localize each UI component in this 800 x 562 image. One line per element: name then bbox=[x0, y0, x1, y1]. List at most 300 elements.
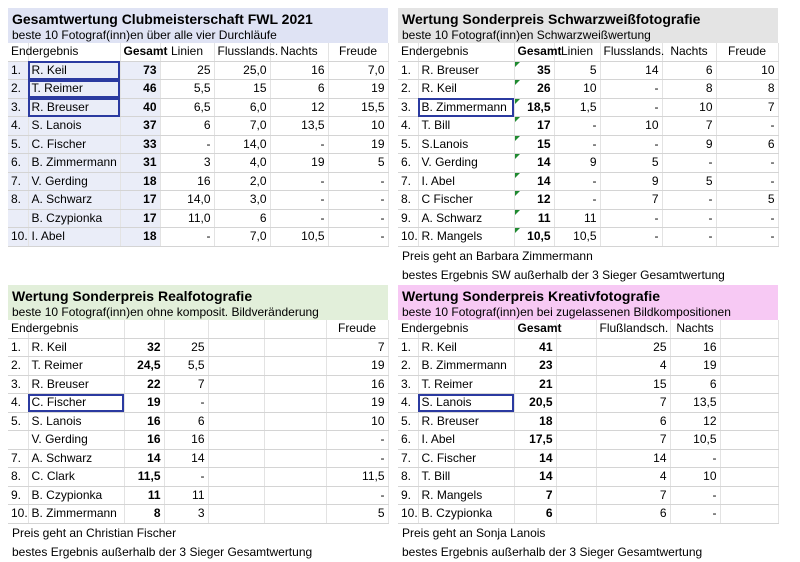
table-row bbox=[398, 431, 778, 450]
cell-lines: - bbox=[160, 228, 214, 247]
cell-total: 33 bbox=[120, 135, 160, 154]
cell-lines bbox=[556, 431, 596, 450]
cell-rank: 7. bbox=[8, 449, 28, 468]
cell-river: 10 bbox=[600, 117, 662, 136]
cell-night: 6 bbox=[670, 375, 720, 394]
panel-subtitle: beste 10 Fotograf(inn)en über alle vier Durchläufe bbox=[12, 28, 277, 42]
cell-lines: - bbox=[160, 135, 214, 154]
cell-total: 16 bbox=[124, 431, 164, 450]
cell-lines: 6 bbox=[164, 412, 208, 431]
cell-rank: 10. bbox=[398, 228, 418, 247]
cell-rank: 1. bbox=[8, 338, 28, 357]
cell-night: 12 bbox=[270, 98, 328, 117]
table-row bbox=[8, 505, 388, 524]
table-row bbox=[398, 468, 778, 487]
cell-night: - bbox=[662, 209, 716, 228]
cell-river bbox=[208, 449, 264, 468]
cell-night: - bbox=[270, 209, 328, 228]
table-row bbox=[398, 505, 778, 524]
cell-river: 15 bbox=[214, 80, 270, 99]
cell-total: 16 bbox=[124, 412, 164, 431]
cell-total: 17,5 bbox=[514, 431, 556, 450]
cell-name: B. Zimmermann bbox=[418, 98, 514, 117]
cell-lines: 5,5 bbox=[164, 357, 208, 376]
cell-night: - bbox=[670, 505, 720, 524]
table-row bbox=[8, 375, 388, 394]
cell-river bbox=[208, 412, 264, 431]
cell-total: 15 bbox=[514, 135, 554, 154]
cell-name: R. Breuser bbox=[28, 375, 124, 394]
cell-lines bbox=[556, 505, 596, 524]
results-table bbox=[8, 320, 389, 524]
cell-total: 22 bbox=[124, 375, 164, 394]
cell-night: 13,5 bbox=[270, 117, 328, 136]
column-header-night bbox=[264, 320, 326, 338]
cell-lines: 25 bbox=[160, 61, 214, 80]
cell-lines: 5 bbox=[554, 61, 600, 80]
column-header-joy: Freude bbox=[326, 320, 388, 338]
best-result-note: bestes Ergebnis außerhalb der 3 Sieger Gesamtwertung bbox=[12, 544, 313, 559]
cell-lines: - bbox=[554, 172, 600, 191]
cell-joy: - bbox=[328, 209, 388, 228]
cell-river: 4 bbox=[596, 357, 670, 376]
cell-total: 17 bbox=[120, 191, 160, 210]
results-table bbox=[398, 320, 779, 524]
cell-total: 35 bbox=[514, 61, 554, 80]
results-table bbox=[398, 43, 779, 247]
cell-total: 24,5 bbox=[124, 357, 164, 376]
cell-river: 4 bbox=[596, 468, 670, 487]
cell-lines: 1,5 bbox=[554, 98, 600, 117]
panel-title: Wertung Sonderpreis Schwarzweißfotografie bbox=[402, 11, 701, 27]
cell-river: 9 bbox=[600, 172, 662, 191]
cell-night: 13,5 bbox=[670, 394, 720, 413]
cell-name: R. Breuser bbox=[28, 98, 120, 117]
cell-night bbox=[264, 486, 326, 505]
cell-night bbox=[264, 357, 326, 376]
cell-night: - bbox=[662, 228, 716, 247]
cell-night: 9 bbox=[662, 135, 716, 154]
cell-night: - bbox=[270, 172, 328, 191]
cell-rank: 2. bbox=[8, 357, 28, 376]
cell-night: 5 bbox=[662, 172, 716, 191]
table-row bbox=[8, 191, 388, 210]
cell-rank: 10. bbox=[8, 505, 28, 524]
cell-rank: 2. bbox=[398, 357, 418, 376]
cell-river: 6 bbox=[596, 505, 670, 524]
cell-rank: 9. bbox=[398, 209, 418, 228]
table-row bbox=[398, 449, 778, 468]
column-header-lines bbox=[164, 320, 208, 338]
cell-night: - bbox=[662, 154, 716, 173]
cell-night bbox=[264, 505, 326, 524]
cell-river bbox=[208, 486, 264, 505]
column-header-rank: Endergebnis bbox=[8, 43, 28, 61]
cell-total: 37 bbox=[120, 117, 160, 136]
cell-night bbox=[264, 338, 326, 357]
cell-name: C. Fischer bbox=[28, 394, 124, 413]
cell-name: T. Reimer bbox=[28, 80, 120, 99]
cell-name: R. Mangels bbox=[418, 228, 514, 247]
cell-name: B. Czypionka bbox=[28, 486, 124, 505]
cell-night bbox=[264, 449, 326, 468]
cell-rank: 3. bbox=[398, 98, 418, 117]
cell-lines bbox=[556, 357, 596, 376]
cell-river: - bbox=[600, 209, 662, 228]
cell-joy: 5 bbox=[326, 505, 388, 524]
column-header-total bbox=[124, 320, 164, 338]
cell-joy: 19 bbox=[326, 394, 388, 413]
cell-joy: 7 bbox=[326, 338, 388, 357]
table-row bbox=[8, 357, 388, 376]
cell-rank: 2. bbox=[398, 80, 418, 99]
column-header-night: Nachts bbox=[270, 43, 328, 61]
cell-rank: 7. bbox=[8, 172, 28, 191]
cell-night: - bbox=[270, 135, 328, 154]
cell-lines: 9 bbox=[554, 154, 600, 173]
table-row bbox=[8, 412, 388, 431]
cell-name: S.Lanois bbox=[418, 135, 514, 154]
cell-joy bbox=[720, 412, 778, 431]
panel-subtitle: beste 10 Fotograf(inn)en Schwarzweißwertung bbox=[402, 28, 651, 42]
cell-lines: - bbox=[554, 117, 600, 136]
cell-river: - bbox=[600, 135, 662, 154]
table-row bbox=[8, 172, 388, 191]
column-header-rank: Endergebnis bbox=[398, 320, 418, 338]
cell-rank: 4. bbox=[8, 394, 28, 413]
table-row bbox=[8, 449, 388, 468]
table-row bbox=[398, 338, 778, 357]
table-row bbox=[8, 80, 388, 99]
column-header-river: Flusslands. bbox=[600, 43, 662, 61]
table-row bbox=[398, 154, 778, 173]
cell-joy: - bbox=[716, 209, 778, 228]
cell-total: 11,5 bbox=[124, 468, 164, 487]
cell-night bbox=[264, 375, 326, 394]
panel-title: Wertung Sonderpreis Realfotografie bbox=[12, 288, 253, 304]
cell-name: B. Czypionka bbox=[28, 209, 120, 228]
cell-night: 10,5 bbox=[670, 431, 720, 450]
cell-total: 40 bbox=[120, 98, 160, 117]
cell-name: R. Keil bbox=[28, 338, 124, 357]
cell-joy: 16 bbox=[326, 375, 388, 394]
cell-night: 19 bbox=[670, 357, 720, 376]
results-table bbox=[8, 43, 389, 247]
cell-name: C Fischer bbox=[418, 191, 514, 210]
cell-night bbox=[264, 468, 326, 487]
table-row bbox=[398, 98, 778, 117]
cell-joy: 5 bbox=[328, 154, 388, 173]
cell-joy: - bbox=[326, 486, 388, 505]
panel-header bbox=[398, 285, 778, 320]
overall-ranking-panel bbox=[8, 8, 388, 247]
cell-river: 6,0 bbox=[214, 98, 270, 117]
cell-lines: - bbox=[164, 394, 208, 413]
cell-night: - bbox=[270, 191, 328, 210]
cell-total: 41 bbox=[514, 338, 556, 357]
table-row bbox=[398, 135, 778, 154]
table-row bbox=[398, 61, 778, 80]
cell-joy bbox=[720, 338, 778, 357]
cell-night: 10 bbox=[662, 98, 716, 117]
column-header-lines bbox=[556, 320, 596, 338]
cell-night bbox=[264, 431, 326, 450]
cell-river: - bbox=[600, 98, 662, 117]
cell-lines bbox=[556, 486, 596, 505]
cell-joy bbox=[720, 431, 778, 450]
cell-lines: 10 bbox=[554, 80, 600, 99]
cell-joy: 19 bbox=[326, 357, 388, 376]
table-row bbox=[398, 357, 778, 376]
column-header-rank: Endergebnis bbox=[8, 320, 28, 338]
cell-total: 8 bbox=[124, 505, 164, 524]
cell-name: T. Bill bbox=[418, 468, 514, 487]
table-row bbox=[398, 191, 778, 210]
cell-lines: 10,5 bbox=[554, 228, 600, 247]
table-header-row bbox=[8, 43, 388, 61]
cell-total: 32 bbox=[124, 338, 164, 357]
prize-note: Preis geht an Christian Fischer bbox=[12, 525, 177, 540]
column-header-rank: Endergebnis bbox=[398, 43, 418, 61]
cell-joy: 19 bbox=[328, 80, 388, 99]
cell-name: B. Czypionka bbox=[418, 505, 514, 524]
column-header-river: Flußlandsch. bbox=[596, 320, 670, 338]
cell-total: 12 bbox=[514, 191, 554, 210]
cell-name: V. Gerding bbox=[28, 431, 124, 450]
cell-rank: 7. bbox=[398, 172, 418, 191]
cell-total: 14 bbox=[514, 172, 554, 191]
table-row bbox=[398, 375, 778, 394]
cell-total: 23 bbox=[514, 357, 556, 376]
cell-total: 17 bbox=[120, 209, 160, 228]
column-header-river bbox=[208, 320, 264, 338]
table-row bbox=[398, 172, 778, 191]
cell-name: R. Keil bbox=[418, 80, 514, 99]
panel-subtitle: beste 10 Fotograf(inn)en ohne komposit. Bildveränderung bbox=[12, 305, 319, 319]
cell-joy: - bbox=[326, 449, 388, 468]
table-row bbox=[398, 117, 778, 136]
cell-rank: 4. bbox=[8, 117, 28, 136]
table-row bbox=[8, 486, 388, 505]
cell-lines bbox=[556, 338, 596, 357]
cell-total: 19 bbox=[124, 394, 164, 413]
cell-lines bbox=[556, 449, 596, 468]
cell-total: 14 bbox=[514, 154, 554, 173]
cell-rank: 4. bbox=[398, 117, 418, 136]
cell-river: 7 bbox=[596, 394, 670, 413]
cell-lines bbox=[556, 375, 596, 394]
cell-rank: 8. bbox=[8, 191, 28, 210]
cell-river: 14 bbox=[600, 61, 662, 80]
cell-name: A. Schwarz bbox=[418, 209, 514, 228]
cell-name: I. Abel bbox=[418, 431, 514, 450]
best-result-note: bestes Ergebnis SW außerhalb der 3 Sieger Gesamtwertung bbox=[402, 267, 725, 282]
table-row bbox=[8, 394, 388, 413]
cell-joy: 15,5 bbox=[328, 98, 388, 117]
cell-lines: 16 bbox=[164, 431, 208, 450]
cell-total: 17 bbox=[514, 117, 554, 136]
table-row bbox=[8, 154, 388, 173]
cell-name: R. Keil bbox=[28, 61, 120, 80]
cell-river: 25 bbox=[596, 338, 670, 357]
panel-header bbox=[8, 285, 388, 320]
cell-river: 6 bbox=[214, 209, 270, 228]
cell-lines: - bbox=[554, 135, 600, 154]
cell-name: B. Zimmermann bbox=[28, 505, 124, 524]
cell-lines: 7 bbox=[164, 375, 208, 394]
cell-night: 6 bbox=[270, 80, 328, 99]
cell-joy: 19 bbox=[328, 135, 388, 154]
cell-river: 7,0 bbox=[214, 117, 270, 136]
cell-total: 20,5 bbox=[514, 394, 556, 413]
table-header-row bbox=[8, 320, 388, 338]
cell-night: 6 bbox=[662, 61, 716, 80]
cell-joy bbox=[720, 394, 778, 413]
cell-river bbox=[208, 357, 264, 376]
cell-lines: 14,0 bbox=[160, 191, 214, 210]
cell-river: 3,0 bbox=[214, 191, 270, 210]
cell-river: 2,0 bbox=[214, 172, 270, 191]
cell-total: 14 bbox=[514, 449, 556, 468]
cell-total: 10,5 bbox=[514, 228, 554, 247]
cell-lines bbox=[556, 394, 596, 413]
cell-night: 8 bbox=[662, 80, 716, 99]
cell-river: 6 bbox=[596, 412, 670, 431]
column-header-total: Gesamt bbox=[514, 320, 556, 338]
cell-name: R. Breuser bbox=[418, 61, 514, 80]
cell-rank: 7. bbox=[398, 449, 418, 468]
cell-river: 14,0 bbox=[214, 135, 270, 154]
cell-river: - bbox=[600, 80, 662, 99]
cell-night: 7 bbox=[662, 117, 716, 136]
cell-total: 21 bbox=[514, 375, 556, 394]
cell-rank: 1. bbox=[8, 61, 28, 80]
cell-name: B. Zimmermann bbox=[418, 357, 514, 376]
cell-name: I. Abel bbox=[28, 228, 120, 247]
cell-name: A. Schwarz bbox=[28, 191, 120, 210]
cell-rank: 4. bbox=[398, 394, 418, 413]
cell-total: 14 bbox=[514, 468, 556, 487]
cell-lines: 25 bbox=[164, 338, 208, 357]
cell-lines: 5,5 bbox=[160, 80, 214, 99]
cell-name: A. Schwarz bbox=[28, 449, 124, 468]
cell-rank: 10. bbox=[8, 228, 28, 247]
cell-joy: - bbox=[328, 228, 388, 247]
table-row bbox=[398, 486, 778, 505]
cell-joy bbox=[720, 486, 778, 505]
cell-night: 19 bbox=[270, 154, 328, 173]
cell-river: 25,0 bbox=[214, 61, 270, 80]
table-row bbox=[8, 209, 388, 228]
cell-rank: 5. bbox=[398, 135, 418, 154]
table-row bbox=[8, 468, 388, 487]
cell-name: T. Reimer bbox=[28, 357, 124, 376]
cell-lines: 6,5 bbox=[160, 98, 214, 117]
panel-title: Wertung Sonderpreis Kreativfotografie bbox=[402, 288, 661, 304]
cell-lines: 14 bbox=[164, 449, 208, 468]
cell-joy: 10 bbox=[328, 117, 388, 136]
cell-lines bbox=[556, 468, 596, 487]
table-row bbox=[398, 412, 778, 431]
table-row bbox=[8, 135, 388, 154]
cell-rank bbox=[8, 431, 28, 450]
cell-river: 15 bbox=[596, 375, 670, 394]
cell-joy: 11,5 bbox=[326, 468, 388, 487]
cell-total: 26 bbox=[514, 80, 554, 99]
cell-total: 18 bbox=[120, 172, 160, 191]
cell-joy bbox=[720, 505, 778, 524]
table-row bbox=[8, 338, 388, 357]
cell-lines: 16 bbox=[160, 172, 214, 191]
column-header-river: Flusslands. bbox=[214, 43, 270, 61]
cell-rank: 9. bbox=[398, 486, 418, 505]
cell-night: 10 bbox=[670, 468, 720, 487]
cell-name: I. Abel bbox=[418, 172, 514, 191]
prize-note: Preis geht an Sonja Lanois bbox=[402, 525, 546, 540]
column-header-lines: Linien bbox=[554, 43, 600, 61]
cell-rank: 2. bbox=[8, 80, 28, 99]
cell-rank: 5. bbox=[8, 412, 28, 431]
cell-rank bbox=[8, 209, 28, 228]
cell-joy: 7 bbox=[716, 98, 778, 117]
cell-river bbox=[208, 394, 264, 413]
column-header-total: Gesamt bbox=[120, 43, 160, 61]
cell-river: 7 bbox=[596, 431, 670, 450]
cell-lines: 3 bbox=[160, 154, 214, 173]
cell-name: S. Lanois bbox=[28, 412, 124, 431]
cell-rank: 5. bbox=[398, 412, 418, 431]
cell-total: 6 bbox=[514, 505, 556, 524]
cell-rank: 6. bbox=[398, 431, 418, 450]
cell-river bbox=[208, 468, 264, 487]
cell-rank: 8. bbox=[398, 468, 418, 487]
cell-total: 14 bbox=[124, 449, 164, 468]
cell-rank: 9. bbox=[8, 486, 28, 505]
cell-total: 46 bbox=[120, 80, 160, 99]
real-photography-panel bbox=[8, 285, 388, 562]
cell-joy: - bbox=[716, 172, 778, 191]
cell-night: 16 bbox=[670, 338, 720, 357]
cell-joy: 10 bbox=[326, 412, 388, 431]
column-header-night: Nachts bbox=[662, 43, 716, 61]
table-row bbox=[398, 394, 778, 413]
table-row bbox=[8, 61, 388, 80]
cell-joy: - bbox=[716, 117, 778, 136]
cell-joy bbox=[720, 468, 778, 487]
table-row bbox=[8, 117, 388, 136]
cell-lines: 11,0 bbox=[160, 209, 214, 228]
cell-river: 7 bbox=[596, 486, 670, 505]
cell-joy: - bbox=[716, 228, 778, 247]
table-row bbox=[398, 80, 778, 99]
cell-name: C. Fischer bbox=[418, 449, 514, 468]
cell-rank: 1. bbox=[398, 61, 418, 80]
cell-name: C. Fischer bbox=[28, 135, 120, 154]
creative-photography-panel bbox=[398, 285, 778, 562]
cell-name: B. Zimmermann bbox=[28, 154, 120, 173]
cell-river: 7,0 bbox=[214, 228, 270, 247]
cell-total: 11 bbox=[514, 209, 554, 228]
bw-photography-panel bbox=[398, 8, 778, 285]
cell-lines: - bbox=[164, 468, 208, 487]
cell-total: 18,5 bbox=[514, 98, 554, 117]
cell-night: 10,5 bbox=[270, 228, 328, 247]
cell-name: S. Lanois bbox=[28, 117, 120, 136]
cell-lines: 3 bbox=[164, 505, 208, 524]
cell-night: - bbox=[670, 486, 720, 505]
cell-night: 12 bbox=[670, 412, 720, 431]
cell-name: S. Lanois bbox=[418, 394, 514, 413]
